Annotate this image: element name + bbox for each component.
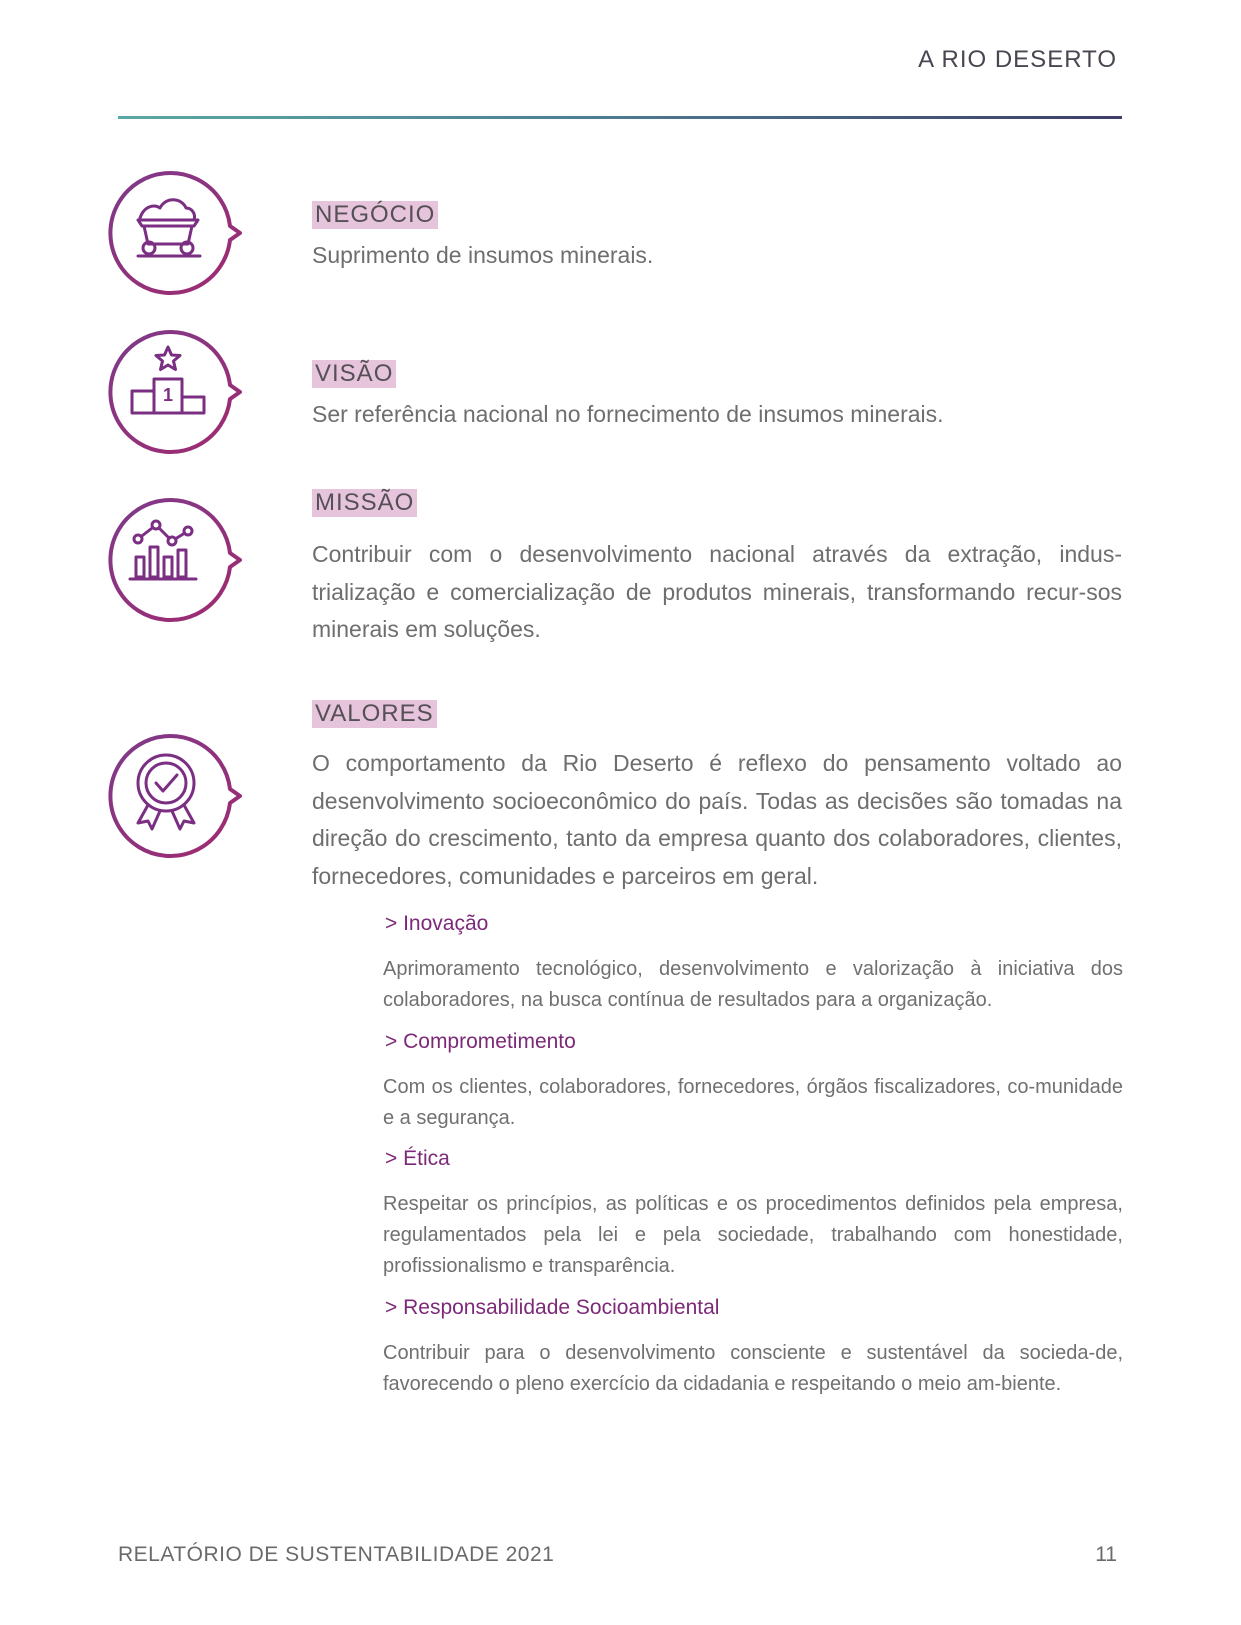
section-title-visao: VISÃO bbox=[312, 360, 396, 388]
section-text-valores: O comportamento da Rio Deserto é reflexo do pensamento voltado ao desenvolvimento socioeconômico do país. Todas as decisões são tomadas na direção do crescimento, tanto da empresa quanto dos colaboradores, clientes, fornecedores, comunidades e parceiros em geral. bbox=[312, 750, 1122, 889]
section-title-negocio: NEGÓCIO bbox=[312, 201, 438, 229]
section-text-missao: Contribuir com o desenvolvimento nacional através da extração, indus-trialização e comercialização de produtos minerais, transformando recur-sos minerais em soluções. bbox=[312, 541, 1122, 642]
podium-star-icon bbox=[104, 327, 244, 457]
value-title-etica: > Ética bbox=[385, 1147, 450, 1170]
section-title-missao: MISSÃO bbox=[312, 489, 417, 517]
award-badge-icon bbox=[104, 731, 244, 861]
value-text-comprometimento: Com os clientes, colaboradores, fornecedores, órgãos fiscalizadores, co-munidade e a segurança. bbox=[383, 1076, 1123, 1129]
value-text-inovacao: Aprimoramento tecnológico, desenvolvimento e valorização à iniciativa dos colaboradores, na busca contínua de resultados para a organização. bbox=[383, 958, 1123, 1011]
value-text-responsabilidade: Contribuir para o desenvolvimento consciente e sustentável da socieda-de, favorecendo o pleno exercício da cidadania e respeitando o meio am-biente. bbox=[383, 1342, 1123, 1395]
header-section-title: A RIO DESERTO bbox=[918, 46, 1117, 73]
value-text-etica: Respeitar os princípios, as políticas e os procedimentos definidos pela empresa, regulamentados pela lei e pela sociedade, trabalhando com honestidade, profissionalismo e transparência. bbox=[383, 1193, 1123, 1277]
footer-page-number: 11 bbox=[1095, 1543, 1117, 1566]
section-title-valores: VALORES bbox=[312, 700, 437, 728]
header-divider bbox=[118, 116, 1122, 119]
value-title-responsabilidade: > Responsabilidade Socioambiental bbox=[385, 1296, 720, 1319]
value-title-inovacao: > Inovação bbox=[385, 912, 489, 935]
footer-report-title: RELATÓRIO DE SUSTENTABILIDADE 2021 bbox=[118, 1543, 555, 1566]
value-title-comprometimento: > Comprometimento bbox=[385, 1030, 576, 1053]
growth-chart-icon bbox=[104, 495, 244, 625]
section-text-negocio: Suprimento de insumos minerais. bbox=[312, 242, 654, 268]
mining-cart-icon bbox=[104, 168, 244, 298]
podium-number: 1 bbox=[162, 385, 174, 405]
section-text-visao: Ser referência nacional no fornecimento de insumos minerais. bbox=[312, 401, 944, 427]
